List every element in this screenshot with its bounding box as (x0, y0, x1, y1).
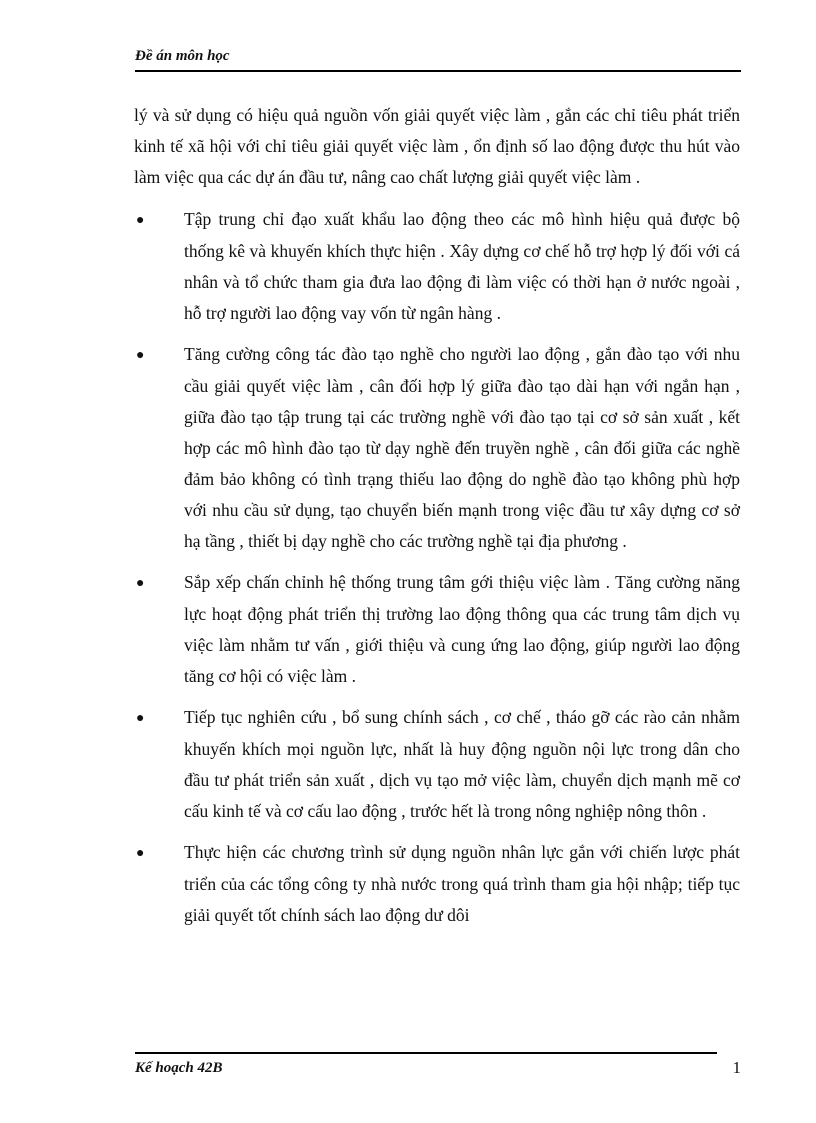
footer-label: Kế hoạch 42B (135, 1060, 223, 1076)
bullet-item (134, 702, 740, 827)
bullet-icon: ● (136, 576, 145, 591)
bullet-text: Tăng cường công tác đào tạo nghề cho người lao động , gắn đào tạo với nhu cầu giải quyết việc làm , cân đối hợp lý giữa đào tạo dài hạn với ngắn hạn , giữa đào tạo tập trung tại các trường nghề với đào tạo tại cơ sở sản xuất , kết hợp các mô hình đào tạo từ dạy nghề đến truyền nghề , cân đối giữa các nghề đảm bảo không có tình trạng thiếu lao động do nghề đào tạo không phù hợp với nhu cầu sử dụng, tạo chuyển biến mạnh trong việc đầu tư xây dựng cơ sở hạ tầng , thiết bị dạy nghề cho các trường nghề tại địa phương . (184, 344, 740, 551)
bullet-text: Sắp xếp chấn chỉnh hệ thống trung tâm gới thiệu việc làm . Tăng cường năng lực hoạt động phát triển thị trường lao động thông qua các trung tâm dịch vụ việc làm nhằm tư vấn , giới thiệu và cung ứng lao động, giúp người lao động tăng cơ hội có việc làm . (184, 572, 740, 686)
bullet-item (134, 204, 740, 329)
bullet-text: Tiếp tục nghiên cứu , bổ sung chính sách , cơ chế , tháo gỡ các rào cản nhằm khuyến khích mọi nguồn lực, nhất là huy động nguồn nội lực trong dân cho đầu tư phát triển sản xuất , dịch vụ tạo mở việc làm, chuyển dịch mạnh mẽ cơ cấu kinh tế và cơ cấu lao động , trước hết là trong nông nghiệp nông thôn . (184, 707, 740, 821)
page-header (135, 48, 741, 72)
bullet-text: Tập trung chỉ đạo xuất khẩu lao động theo các mô hình hiệu quả được bộ thống kê và khuyến khích thực hiện . Xây dựng cơ chế hỗ trợ hợp lý đối với cá nhân và tổ chức tham gia đưa lao động đi làm việc có thời hạn ở nước ngoài , hỗ trợ người lao động vay vốn từ ngân hàng . (184, 209, 740, 323)
document-body (134, 100, 740, 931)
bullet-item (134, 837, 740, 931)
intro-paragraph: lý và sử dụng có hiệu quả nguồn vốn giải quyết việc làm , gắn các chỉ tiêu phát triển kinh tế xã hội với chỉ tiêu giải quyết việc làm , ổn định số lao động được thu hút vào làm việc qua các dự án đầu tư, nâng cao chất lượng giải quyết việc làm . (134, 105, 740, 187)
header-title: Đề án môn học (135, 48, 230, 64)
bullet-item (134, 339, 740, 557)
bullet-icon: ● (136, 711, 145, 726)
bullet-text: Thực hiện các chương trình sử dụng nguồn nhân lực gắn với chiến lược phát triển của các tổng công ty nhà nước trong quá trình tham gia hội nhập; tiếp tục giải quyết tốt chính sách lao động dư dôi (184, 842, 740, 925)
page-footer (135, 1052, 741, 1080)
bullet-item (134, 567, 740, 692)
bullet-icon: ● (136, 348, 145, 363)
bullet-icon: ● (136, 846, 145, 861)
bullet-icon: ● (136, 213, 145, 228)
footer-divider (135, 1052, 717, 1054)
bullet-list (134, 204, 740, 931)
page-number: 1 (732, 1058, 741, 1077)
